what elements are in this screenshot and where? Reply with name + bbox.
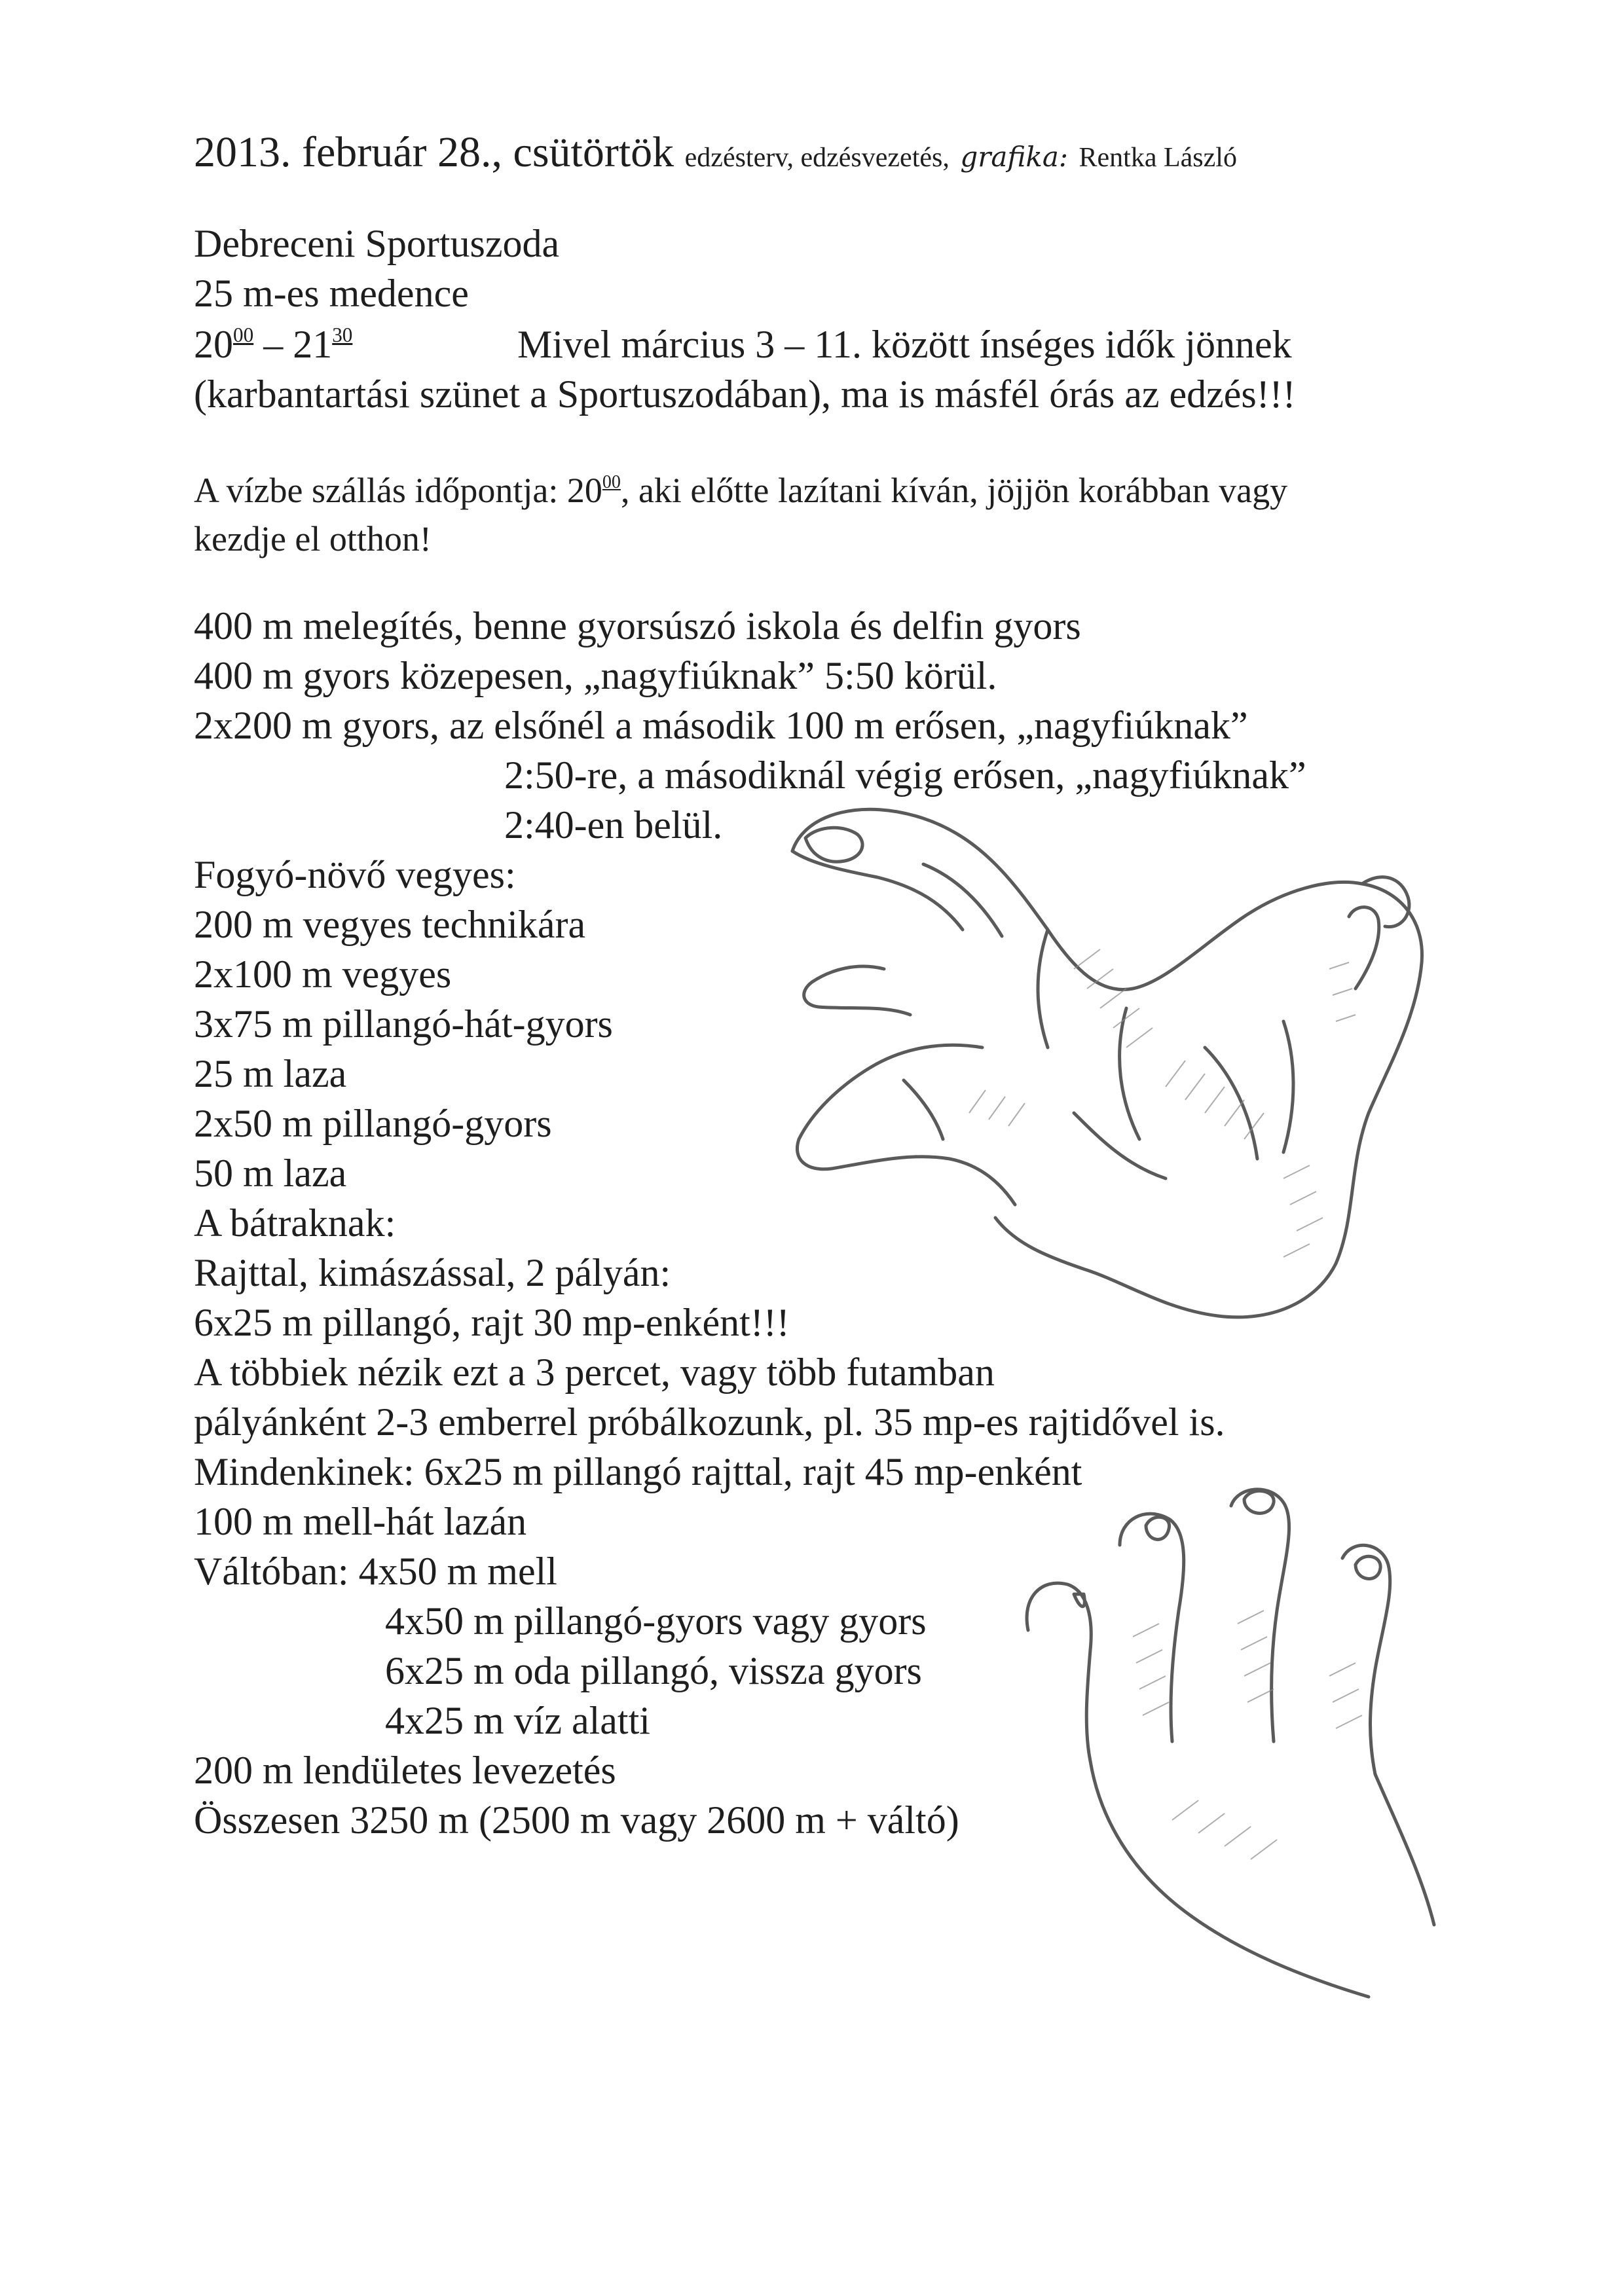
plan-line: 200 m vegyes technikára <box>194 903 586 946</box>
entry-text-b: , aki előtte lazítani kíván, jöjjön korábban vagy <box>620 471 1288 510</box>
plan-line: Rajttal, kimászással, 2 pályán: <box>194 1251 671 1294</box>
plan-line: Mindenkinek: 6x25 m pillangó rajttal, rajt 45 mp-enként <box>194 1450 1082 1493</box>
plan-line: 3x75 m pillangó-hát-gyors <box>194 1002 613 1046</box>
time-start-hour: 20 <box>194 323 233 366</box>
plan-line: 2x50 m pillangó-gyors <box>194 1102 552 1145</box>
plan-total: Összesen 3250 m (2500 m vagy 2600 m + váltó) <box>194 1798 959 1842</box>
entry-time-sup: 00 <box>602 472 621 493</box>
plan-line: 2:50-re, a másodiknál végig erősen, „nagyfiúknak” <box>504 754 1306 797</box>
header-author: Rentka László <box>1079 143 1237 173</box>
plan-line: 6x25 m oda pillangó, vissza gyors <box>385 1649 922 1692</box>
plan-line: A többiek nézik ezt a 3 percet, vagy több futamban <box>194 1351 995 1394</box>
plan-line: 2x100 m vegyes <box>194 953 452 996</box>
plan-line: 400 m gyors közepesen, „nagyfiúknak” 5:50 körül. <box>194 654 997 697</box>
time-end-min: 30 <box>332 323 353 346</box>
plan-line: pályánként 2-3 emberrel próbálkozunk, pl. 35 mp-es rajtidővel is. <box>194 1400 1225 1444</box>
plan-line: 2x200 m gyors, az elsőnél a második 100 m erősen, „nagyfiúknak” <box>194 704 1248 747</box>
plan-line: 400 m melegítés, benne gyorsúszó iskola és delfin gyors <box>194 604 1081 647</box>
plan-line: 2:40-en belül. <box>504 803 723 847</box>
plan-line: 50 m laza <box>194 1152 347 1195</box>
plan-line: 200 m lendületes levezetés <box>194 1749 616 1792</box>
plan-line: 6x25 m pillangó, rajt 30 mp-enként!!! <box>194 1301 790 1344</box>
hand-sketch-icon <box>976 1480 1500 2023</box>
venue-pool: 25 m-es medence <box>194 272 469 315</box>
venue-name: Debreceni Sportuszoda <box>194 222 560 265</box>
plan-line: Fogyó-növő vegyes: <box>194 853 516 896</box>
plan-line: 4x50 m pillangó-gyors vagy gyors <box>385 1599 927 1643</box>
time-start-min: 00 <box>233 323 254 346</box>
plan-line: 4x25 m víz alatti <box>385 1699 650 1742</box>
document-header <box>194 128 1237 176</box>
plan-line: A bátraknak: <box>194 1201 396 1245</box>
plan-line: Váltóban: 4x50 m mell <box>194 1550 557 1593</box>
header-date: 2013. február 28., csütörtök <box>194 128 674 176</box>
time-end-hour: 21 <box>293 323 333 366</box>
notice-line-2: (karbantartási szünet a Sportuszodában), ma is másfél órás az edzés!!! <box>194 373 1296 416</box>
notice-line-1: Mivel március 3 – 11. között ínséges idők jönnek <box>517 323 1292 366</box>
header-grafika-label: grafika: <box>960 141 1069 173</box>
plan-line: 100 m mell-hát lazán <box>194 1500 527 1543</box>
entry-line-2: kezdje el otthon! <box>194 519 432 558</box>
entry-text-a: A vízbe szállás időpontja: 20 <box>194 471 602 510</box>
time-separator: – <box>253 323 293 366</box>
header-credits: edzésterv, edzésvezetés, <box>684 143 950 173</box>
plan-line: 25 m laza <box>194 1052 347 1095</box>
entry-line-1 <box>194 473 1287 508</box>
session-time <box>194 325 352 364</box>
hand-sketch-icon <box>707 773 1526 1362</box>
